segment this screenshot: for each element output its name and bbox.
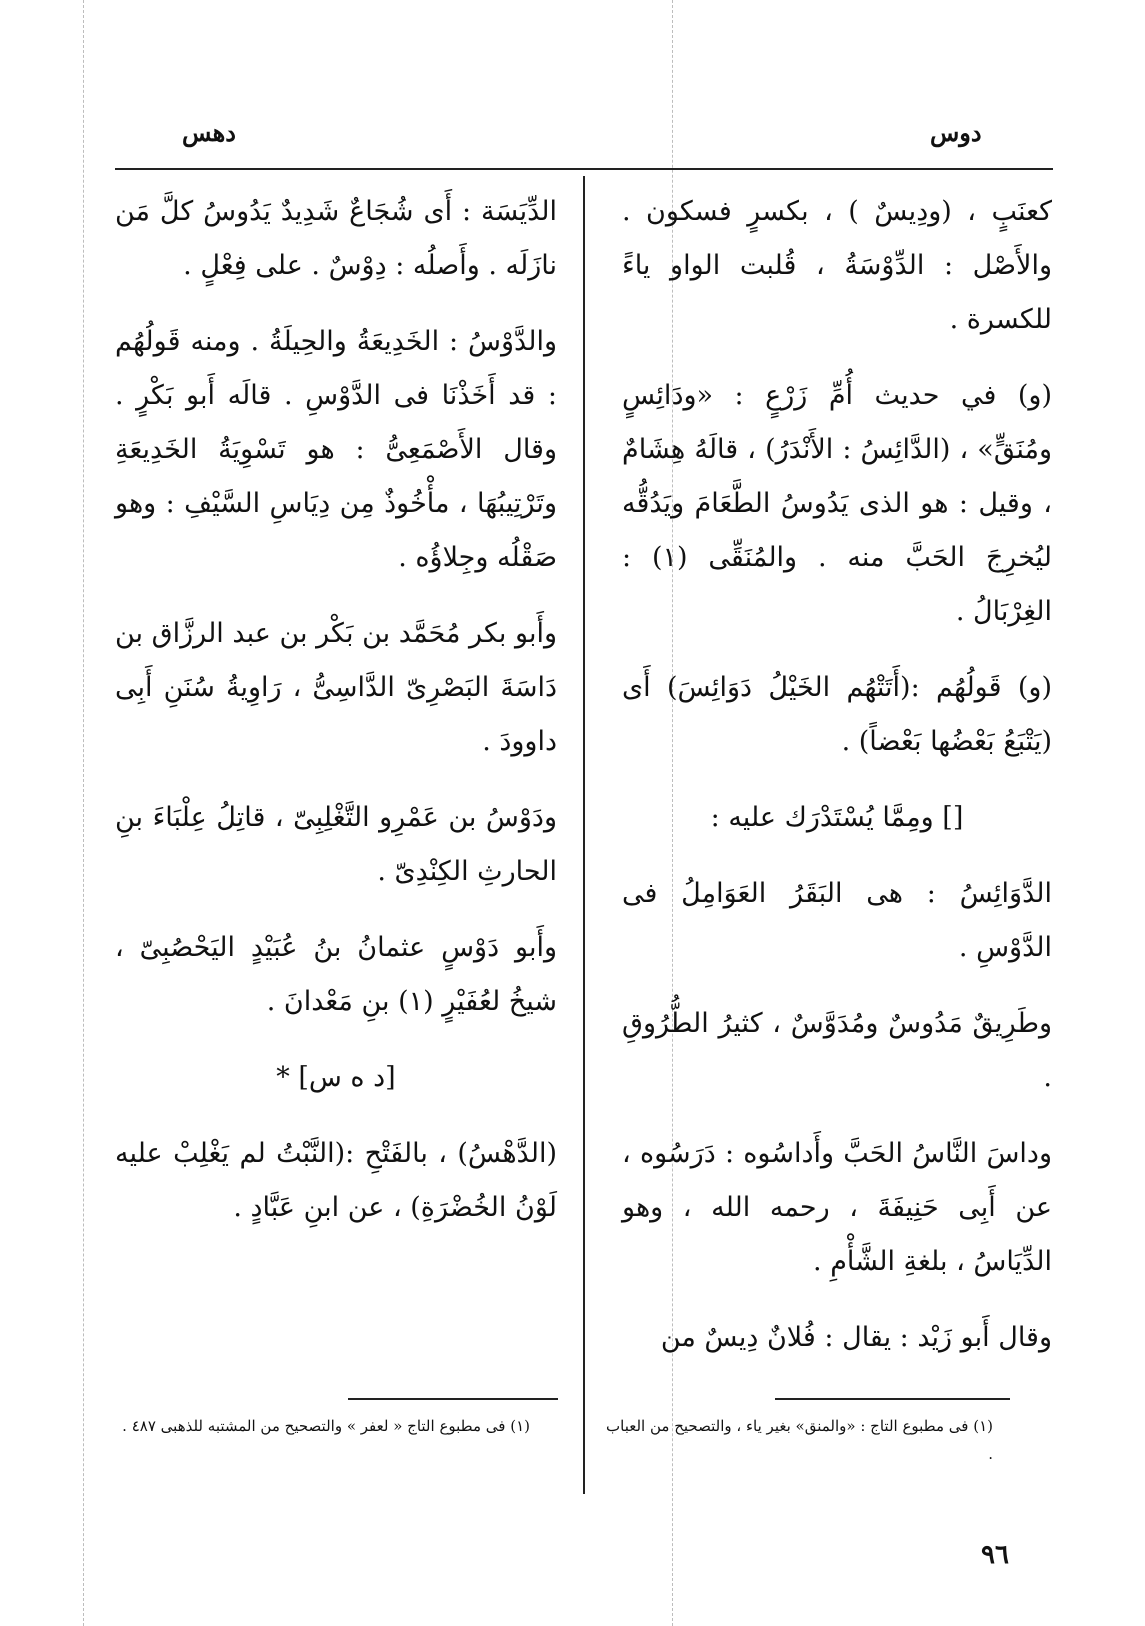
header-rule bbox=[115, 168, 1053, 170]
paragraph: الدِّيَسَة : أَى شُجَاعٌ شَدِيدٌ يَدُوسُ كلَّ مَن نازَلَه . وأَصلُه : دِوْسٌ . على فِعْلٍ . bbox=[115, 196, 557, 281]
page-number: ٩٦ bbox=[981, 1540, 1009, 1570]
paragraph: وطَرِيقٌ مَدُوسٌ ومُدَوَّسٌ ، كثيرُ الطُّرُوقِ . bbox=[622, 1008, 1052, 1093]
paragraph: كعنَبٍ ، (ودِيسٌ ) ، بكسرٍ فسكون . والأَصْل : الدِّوْسَةُ ، قُلبت الواو ياءً للكسرة . bbox=[622, 196, 1052, 335]
left-column bbox=[115, 185, 557, 1257]
footnote-rule bbox=[775, 1398, 1010, 1400]
paragraph: [] ومِمَّا يُسْتَدْرَك عليه : bbox=[710, 802, 964, 833]
footnote-rule bbox=[348, 1398, 558, 1400]
paragraph: وأَبو دَوْسٍ عثمانُ بنُ عُبَيْدٍ اليَحْصُبِىّ ، شيخُ لعُفَيْرٍ (١) بنِ مَعْدانَ . bbox=[115, 932, 557, 1017]
paragraph: (الدَّهْسُ) ، بالفَتْحِ :(النَّبْتُ لم يَغْلِبْ عليه لَوْنُ الخُضْرَةِ) ، عن ابنِ عَبَّادٍ . bbox=[115, 1138, 557, 1223]
paragraph: الدَّوَائِسُ : هى البَقَرُ العَوَامِلُ فى الدَّوْسِ . bbox=[622, 878, 1052, 963]
paragraph: ودَوْسُ بن عَمْرِو التَّغْلِبِىّ ، قاتِلُ عِلْبَاءَ بنِ الحارثِ الكِنْدِىّ . bbox=[115, 802, 557, 887]
footnote-right: (١) فى مطبوع التاج : «والمنق» بغير ياء ، والتصحيح من العباب . bbox=[606, 1417, 993, 1463]
paragraph: وقال أَبو زَيْد : يقال : فُلانٌ دِيسٌ من bbox=[660, 1322, 1052, 1353]
paragraph: وداسَ النَّاسُ الحَبَّ وأَداسُوه : دَرَسُوه ، عن أَبِى حَنِيفَةَ ، رحمه الله ، وهو الدِّيَاسُ ، بلغةِ الشَّأْمِ . bbox=[622, 1138, 1052, 1277]
paragraph: (و) في حديث أُمِّ زَرْعٍ : «ودَائِسٍ ومُنَقٍّ» ، (الدَّائِسُ : الأَنْدَرُ) ، قالَهُ هِشَامٌ ، وقيل : هو الذى يَدُوسُ الطَّعَامَ ويَدُقُّه ليُخرِجَ الحَبَّ منه . والمُنَقِّى (١) : الغِرْبَالُ . bbox=[622, 380, 1052, 627]
section-heading: [د ه س] * bbox=[276, 1062, 396, 1093]
running-head-left: دهس bbox=[182, 118, 236, 147]
right-column bbox=[622, 185, 1052, 1387]
paragraph: وأَبو بكر مُحَمَّد بن بَكْر بن عبد الرزَّاق بن دَاسَةَ البَصْرِىّ الدَّاسِىُّ ، رَاوِيةُ سُنَنِ أَبِى داوودَ . bbox=[115, 618, 557, 757]
paragraph: (و) قَولُهُم :(أَتَتْهُم الخَيْلُ دَوَائِسَ) أَى (يَتْبَعُ بَعْضُها بَعْضاً) . bbox=[622, 672, 1052, 757]
column-divider bbox=[583, 176, 585, 1494]
paragraph: والدَّوْسُ : الخَدِيعَةُ والحِيلَةُ . ومنه قَولُهُم : قد أَخَذْنَا فى الدَّوْسِ . قالَه أَبو بَكْرٍ . وقال الأَصْمَعِىُّ : هو تَسْوِيَةُ الخَدِيعَةِ وتَرْتِيبُهَا ، مأْخُوذٌ مِن دِيَاسِ السَّيْفِ : وهو صَقْلُه وجِلاؤُه . bbox=[115, 326, 557, 573]
running-head-right: دوس bbox=[930, 118, 982, 147]
footnote-left: (١) فى مطبوع التاج « لعفر » والتصحيح من المشتبه للذهبى ٤٨٧ . bbox=[122, 1417, 530, 1435]
page-fold-line bbox=[83, 0, 84, 1626]
